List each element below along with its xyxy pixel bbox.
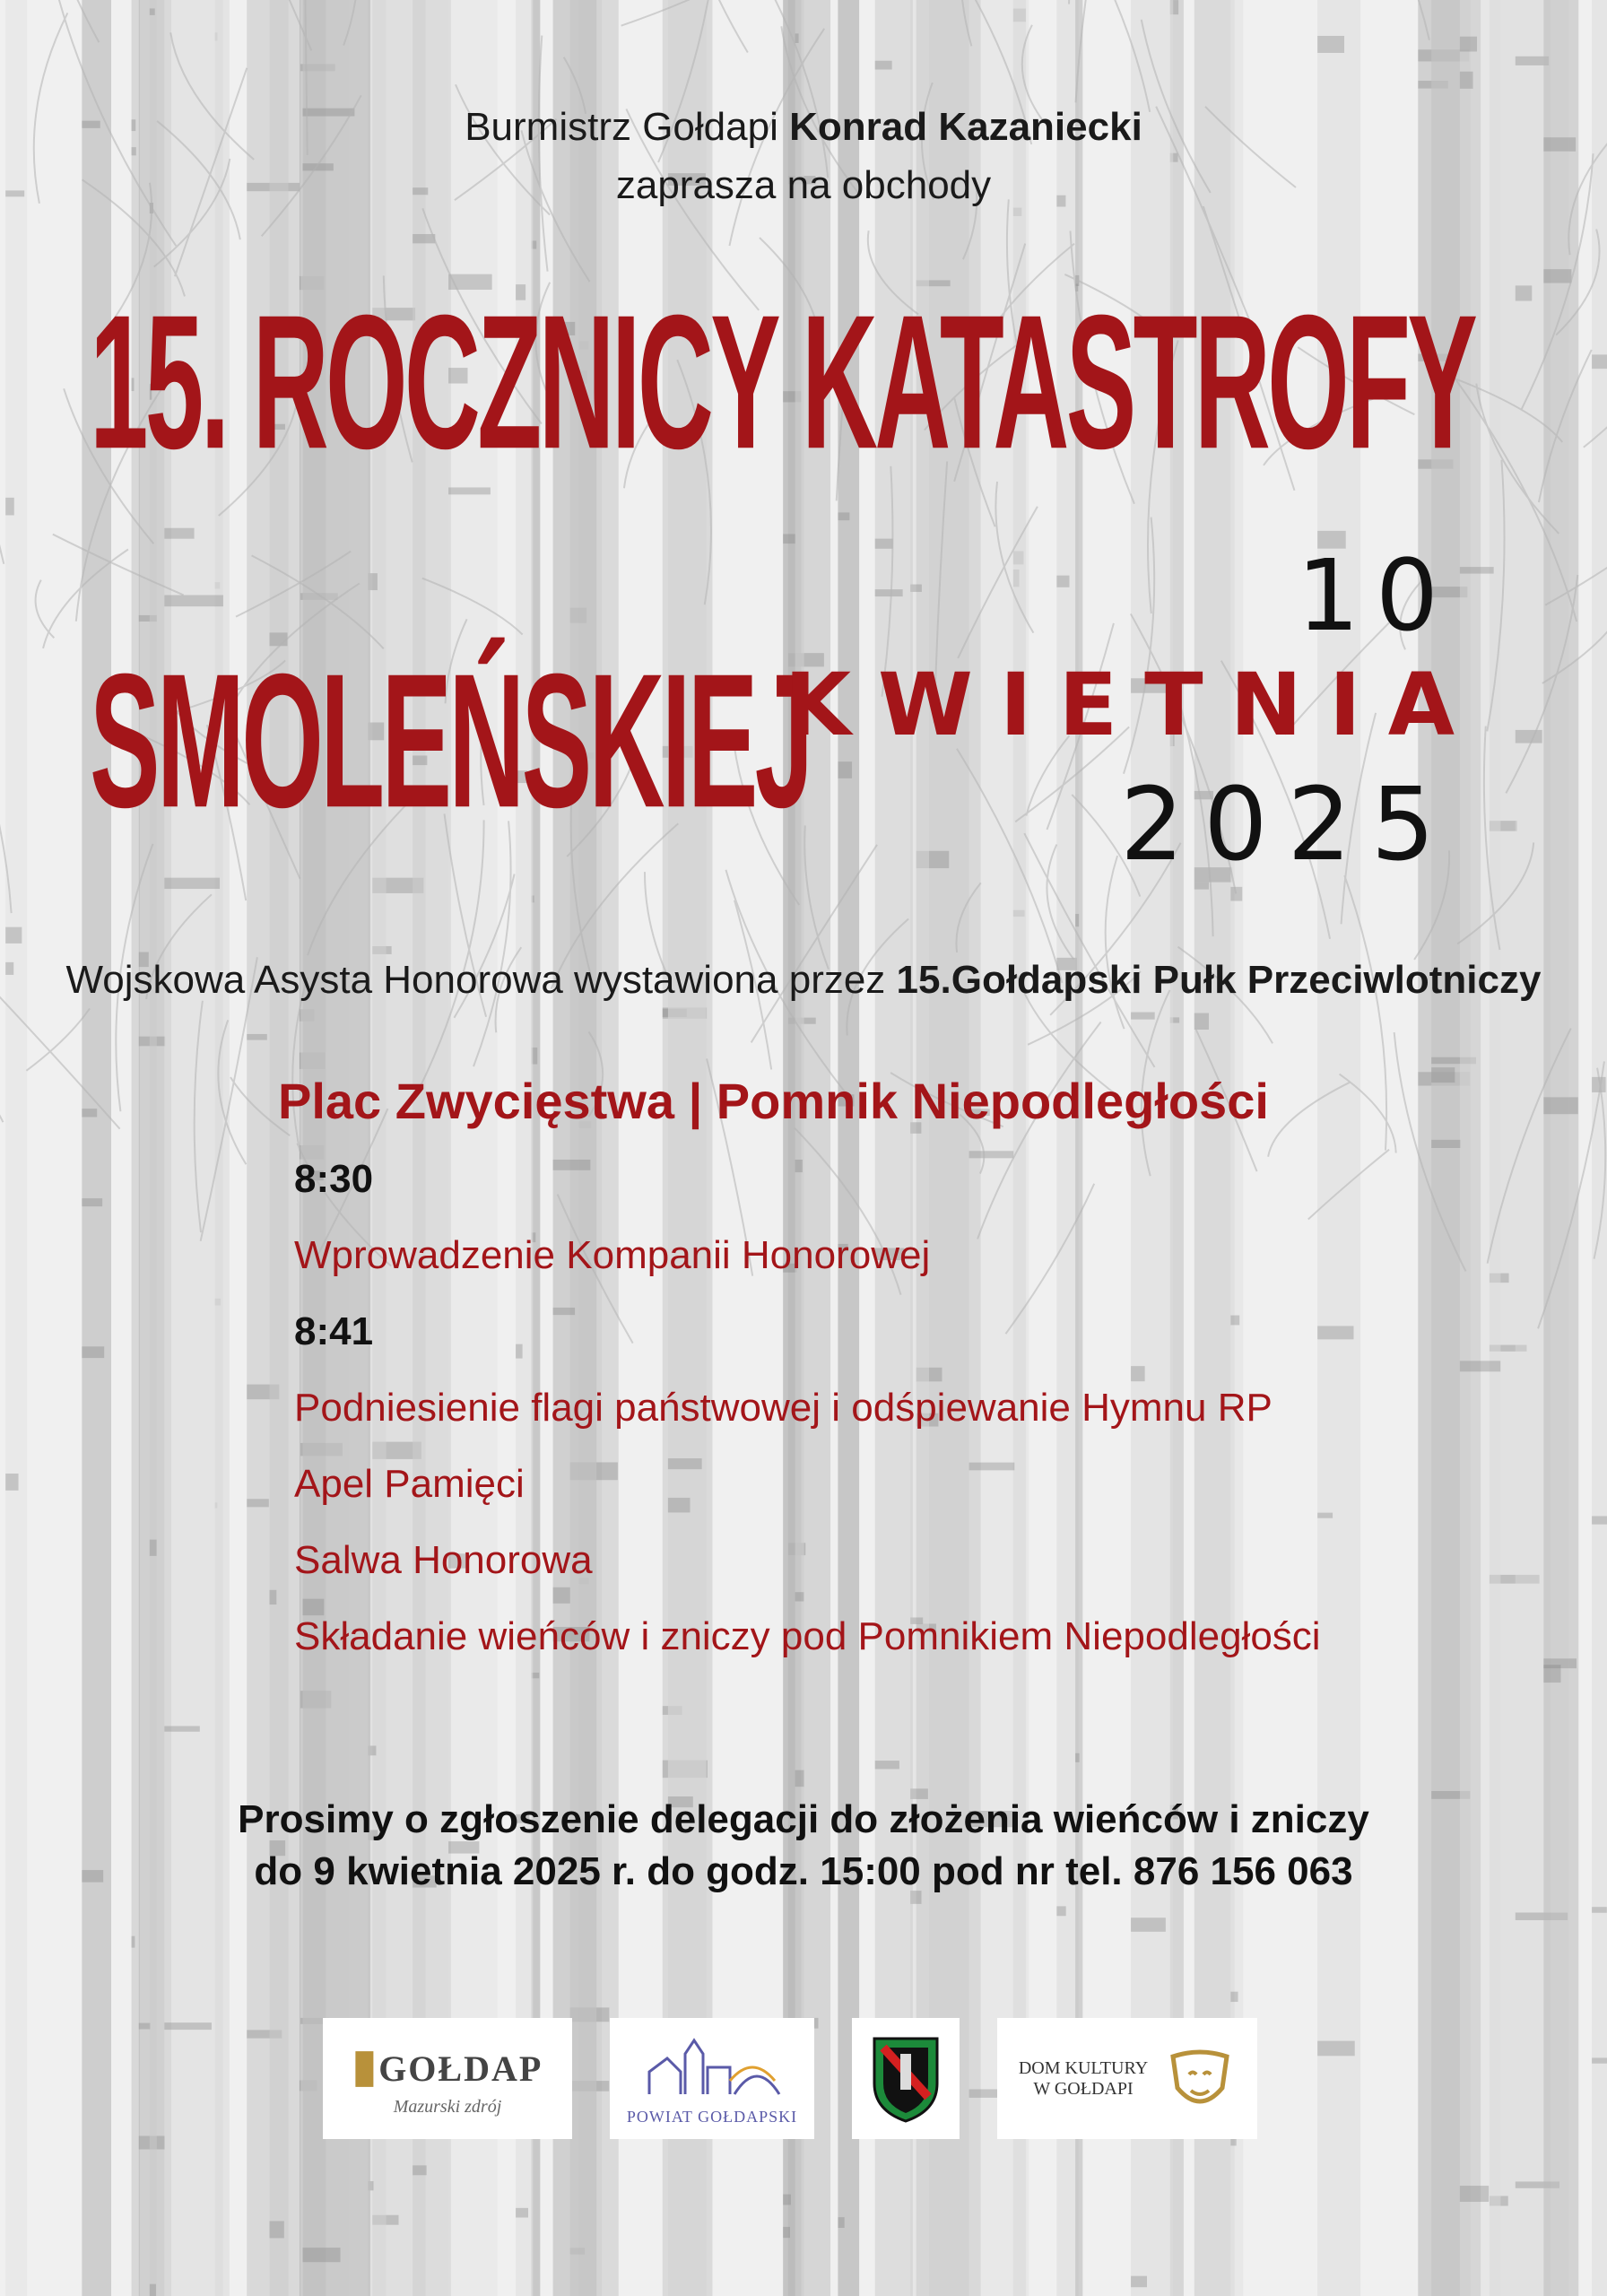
crest-icon bbox=[870, 2034, 942, 2124]
escort-line bbox=[0, 958, 1607, 1003]
escort-prefix: Wojskowa Asysta Honorowa wystawiona przez bbox=[65, 958, 886, 1002]
powiat-skyline-icon bbox=[631, 2031, 793, 2103]
dom-kultury-line-1: DOM KULTURY bbox=[1018, 2057, 1149, 2078]
goldap-name: GOŁDAP bbox=[378, 2048, 543, 2089]
schedule-time: 8:41 bbox=[294, 1309, 374, 1353]
crest-logo bbox=[852, 2018, 960, 2139]
dom-kultury-logo bbox=[997, 2018, 1257, 2139]
schedule-time: 8:30 bbox=[294, 1157, 374, 1201]
title-line-2: SMOLEŃSKIEJ bbox=[90, 634, 811, 848]
goldap-g-icon: ▮ bbox=[352, 2040, 379, 2091]
escort-unit: 15.Gołdapski Pułk Przeciwlotniczy bbox=[896, 958, 1542, 1002]
mayor-name: Konrad Kazaniecki bbox=[789, 105, 1142, 149]
schedule-event: Składanie wieńców i zniczy pod Pomnikiem Niepodległości bbox=[294, 1614, 1321, 1658]
goldap-tagline: Mazurski zdrój bbox=[393, 2097, 502, 2117]
date-month: KWIETNIA bbox=[784, 655, 1481, 755]
dom-kultury-line-2: W GOŁDAPI bbox=[1033, 2078, 1134, 2099]
intro-prefix: Burmistrz Gołdapi bbox=[465, 105, 778, 149]
date-year: 2025 bbox=[1119, 767, 1455, 883]
date-day: 10 bbox=[1297, 538, 1455, 653]
schedule-event: Apel Pamięci bbox=[294, 1462, 525, 1506]
intro-line-1 bbox=[0, 103, 1607, 152]
title-line-1: 15. ROCZNICY KATASTROFY bbox=[90, 275, 1475, 490]
schedule-event: Wprowadzenie Kompanii Honorowej bbox=[294, 1233, 931, 1277]
goldap-logo bbox=[323, 2018, 572, 2139]
delegation-request bbox=[0, 1794, 1607, 1898]
place-heading: Plac Zwycięstwa | Pomnik Niepodległości bbox=[278, 1073, 1269, 1129]
request-line-2: do 9 kwietnia 2025 r. do godz. 15:00 pod nr tel. 876 156 063 bbox=[254, 1849, 1353, 1893]
request-line-1: Prosimy o zgłoszenie delegacji do złożenia wieńców i zniczy bbox=[238, 1797, 1369, 1841]
powiat-logo bbox=[610, 2018, 814, 2139]
powiat-name: POWIAT GOŁDAPSKI bbox=[626, 2107, 798, 2126]
theatre-mask-icon bbox=[1164, 2039, 1236, 2119]
schedule-event: Salwa Honorowa bbox=[294, 1538, 593, 1582]
intro-line-2: zaprasza na obchody bbox=[615, 163, 992, 207]
schedule-event: Podniesienie flagi państwowej i odśpiewanie Hymnu RP bbox=[294, 1386, 1273, 1430]
